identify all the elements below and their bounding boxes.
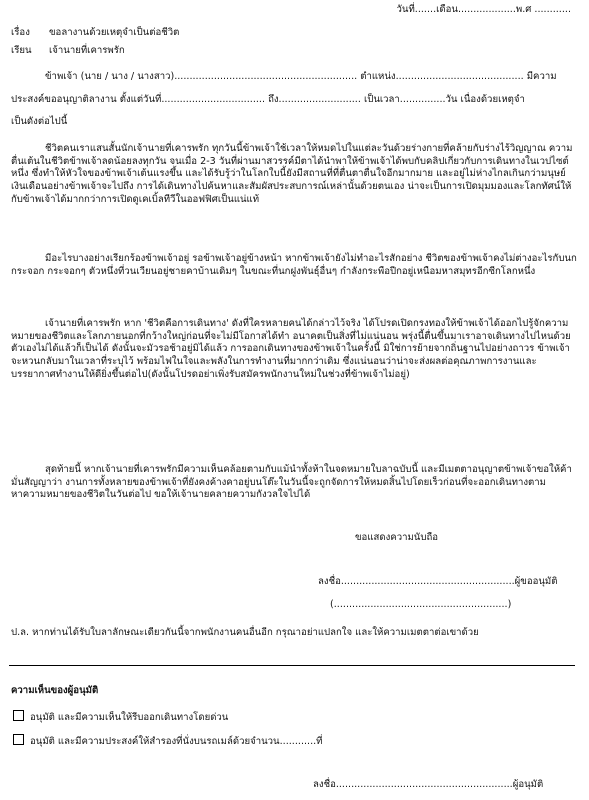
- approval-option-2-checkbox[interactable]: [13, 734, 24, 745]
- approval-option-1-label: อนุมัติ และมีความเห็นให้รีบออกเดินทางโดยด่วน: [30, 712, 229, 723]
- paragraph-2-text: มีอะไรบางอย่างเรียกร้องข้าพเจ้าอยู่ รอข้าพเจ้าอยู่ข้างหน้า หากข้าพเจ้ายังไม่ทำอะไรสักอย่าง ชีวิตของข้าพเจ้าคงไม่ต่างอะไรกับนกกระจอก กระจอกๆ ตัวหนึ่งที่วนเวียนอยู่ชายคาบ้านเดิมๆ ในขณะที่นกฝูงพันธุ์อื่นๆ กำลังกระพือปีกอยู่เหนือมหาสมุทรอีกซีกโลกหนึ่ง: [11, 253, 577, 277]
- intro-line-1: ข้าพเจ้า (นาย / นาง / นางสาว)............................................................ ตำแหน่ง.......................................... มีความ: [45, 71, 557, 82]
- approval-option-1-checkbox[interactable]: [13, 710, 24, 721]
- paragraph-3: [11, 318, 577, 381]
- paragraph-1: [11, 143, 577, 206]
- approval-heading: ความเห็นของผู้อนุมัติ: [11, 685, 99, 696]
- paragraph-4: [11, 464, 577, 502]
- approval-option-2-label: อนุมัติ และมีความประสงค์ให้สำรองที่นั่งบนรถเมล์ด้วยจำนวน............ที่: [30, 736, 323, 747]
- applicant-signature-paren: (.........................................................): [330, 599, 512, 610]
- subject-value: ขอลางานด้วยเหตุจำเป็นต่อชีวิต: [49, 27, 180, 38]
- approval-option-2[interactable]: [13, 734, 323, 749]
- recipient-label: เรียน: [11, 45, 32, 56]
- approver-signature-line: ลงชื่อ..........................................................ผู้อนุมัติ: [313, 779, 544, 790]
- closing-text: ขอแสดงความนับถือ: [355, 532, 439, 543]
- date-line: วันที่.......เดือน...................พ.ศ ............: [396, 4, 571, 15]
- paragraph-1-text: ชีวิตคนเราแสนสั้นนักเจ้านายที่เคารพรัก ทุกวันนี้ข้าพเจ้าใช้เวลาให้หมดไปในแต่ละวันด้วยร่างกายที่คล้ายกับร่างไร้วิญญาณ ความตื่นเต้นในชีวิตข้าพเจ้าลดน้อยลงทุกวัน จนเมื่อ 2-3 วันที่ผ่านมาสวรรค์มีตาได้นำพาให้ข้าพเจ้าได้พบกับคลิปเกี่ยวกับการเดินทางในเวปไซต์หนึ่ง ซึ่งทำให้หัวใจของข้าพเจ้าเต้นแรงขึ้น และได้รับรู้ว่าในโลกใบนี้ยังมีสถานที่ที่ตื่นตาตื่นใจอีกมากมาย และอยู่ไม่ห่างไกลเกินกว่ามนุษย์เงินเดือนอย่างข้าพเจ้าจะไปถึง การได้เดินทางไปค้นหาและสัมผัสประสบการณ์เหล่านั้นด้วยตนเอง น่าจะเป็นการเปิดมุมมองและโลกทัศน์ให้กับข้าพเจ้าได้มากกว่าการเปิดดูเคเบิ้ลทีวีในออฟฟิศเป็นแน่แท้: [11, 143, 573, 205]
- intro-line-3: เป็นดังต่อไปนี้: [11, 116, 68, 127]
- recipient-row: [11, 45, 125, 58]
- applicant-signature-line: ลงชื่อ.........................................................ผู้ขออนุมัติ: [318, 576, 558, 587]
- recipient-value: เจ้านายที่เคารพรัก: [49, 45, 125, 56]
- section-divider: [9, 665, 575, 666]
- paragraph-4-text: สุดท้ายนี้ หากเจ้านายที่เคารพรักมีความเห็นคล้อยตามกับแม้นำทั้งห้าในจดหมายใบลาฉบับนี้ และมีเมตตาอนุญาตข้าพเจ้าขอให้ค้ามั่นสัญญาว่า งานการทั้งหลายของข้าพเจ้าที่ยังคงค้างคาอยู่บนโต๊ะในวันนี้จะถูกจัดการให้หมดสิ้นไปโดยเร็วก่อนที่จะออกเดินทางตามหาความหมายของชีวิตในวันต่อไป ขอให้เจ้านายคลายความกังวลใจไปได้: [11, 464, 572, 501]
- subject-row: [11, 27, 179, 40]
- paragraph-3-text: เจ้านายที่เคารพรัก หาก 'ชีวิตคือการเดินทาง' ดังที่ใครหลายคนได้กล่าวไว้จริง ได้โปรดเปิดกรงทองให้ข้าพเจ้าได้ออกไปรู้จักความหมายของชีวิตและโลกภายนอกที่กว้างใหญ่ก่อนที่จะไม่มีโอกาสได้ทำ อนาคตเป็นสิ่งที่ไม่แน่นอน พรุ่งนี้ตื่นขึ้นมาเราอาจเดินทางไปไหนด้วยตัวเองไม่ได้แล้วก็เป็นได้ ดังนั้นจะมัวรอช้าอยู่มิได้แล้ว การออกเดินทางของข้าพเจ้าในครั้งนี้ มิใช่การย้ายจากถิ่นฐานไปอย่างถาวร ข้าพเจ้าจะหวนกลับมาในเวลาที่ระบุไว้ พร้อมไฟในใจและพลังในการทำงานที่มากกว่าเดิม ซึ่งแน่นอนว่าน่าจะส่งผลต่อคุณภาพการงานและบรรยากาศทำงานให้ดียิ่งขึ้นต่อไป(ดังนั้นโปรดอย่าเพิ่งรับสมัครพนักงานใหม่ในช่วงที่ข้าพเจ้าไม่อยู่): [11, 318, 571, 380]
- subject-label: เรื่อง: [11, 27, 30, 38]
- postscript: ป.ล. หากท่านได้รับใบลาลักษณะเดียวกันนี้จากพนักงานคนอื่นอีก กรุณาอย่าแปลกใจ และให้ความเมตตาต่อเขาด้วย: [11, 627, 479, 638]
- intro-line-2: ประสงค์ขออนุญาติลางาน ตั้งแต่วันที่.................................. ถึง........................... เป็นเวลา...............วัน เนื่องด้วยเหตุจำ: [11, 94, 525, 105]
- paragraph-2: [11, 253, 577, 278]
- approval-option-1[interactable]: [13, 710, 228, 725]
